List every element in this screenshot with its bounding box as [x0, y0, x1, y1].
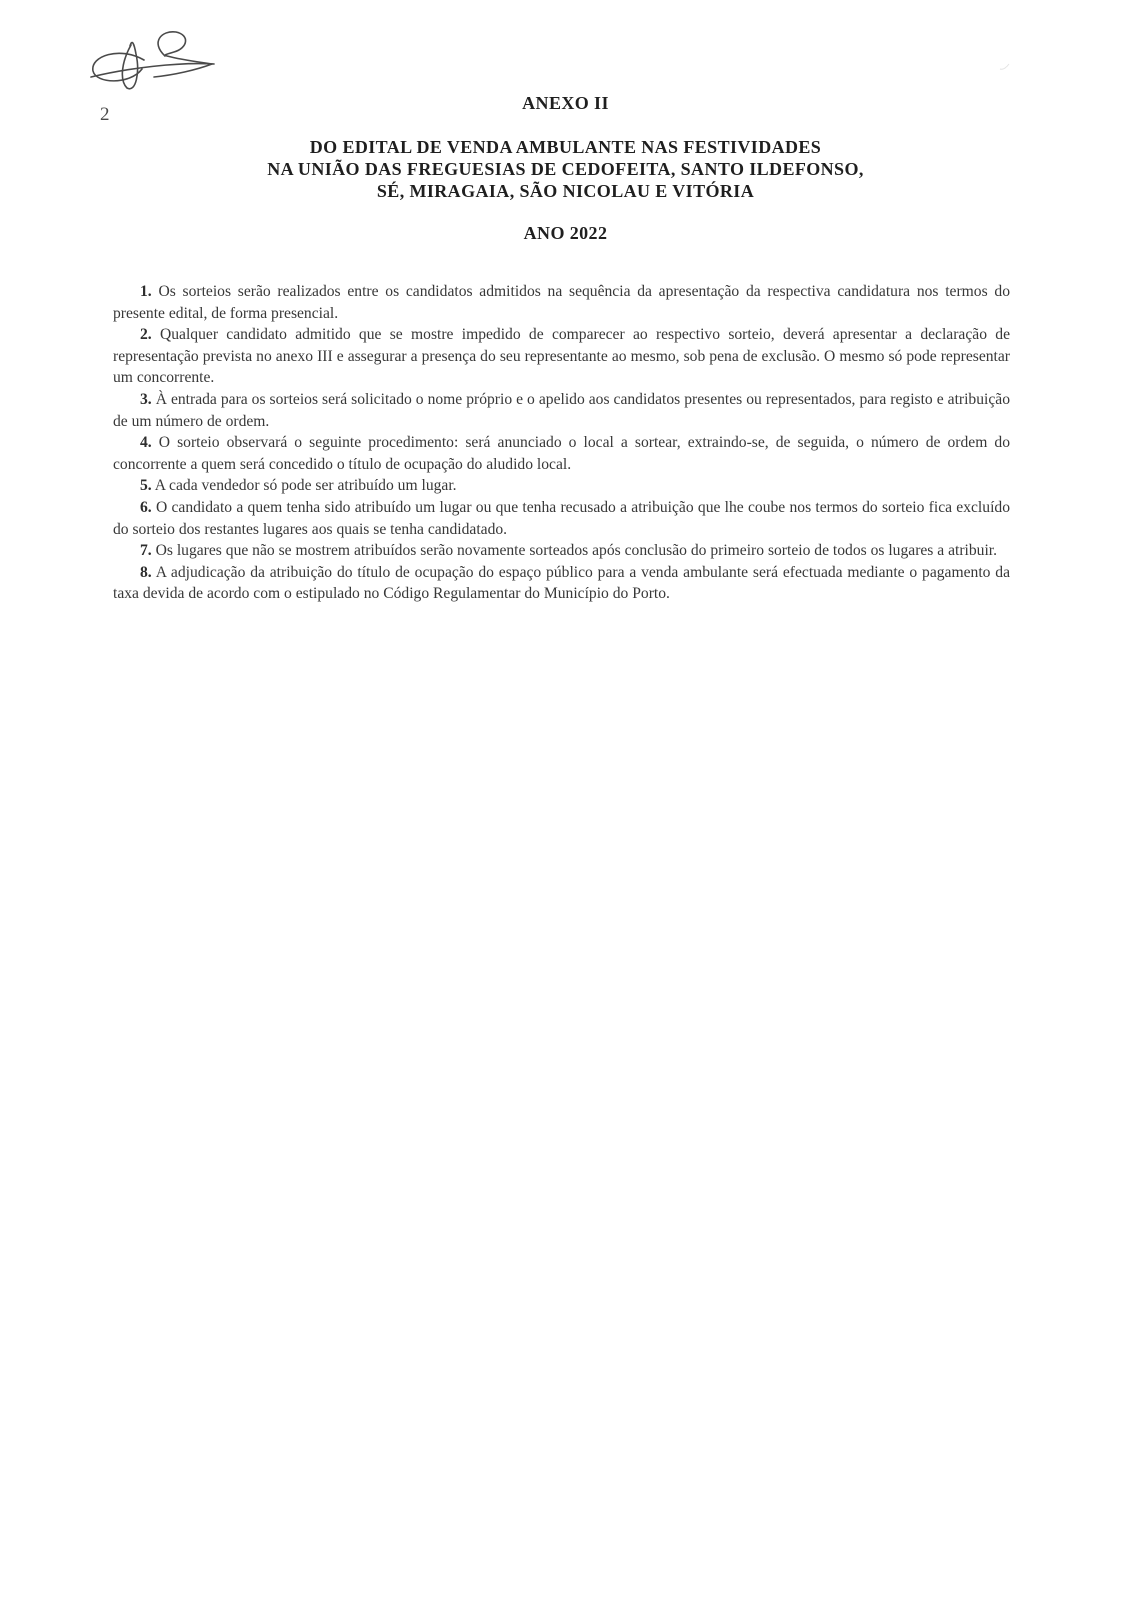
paragraph-8	[113, 562, 1010, 605]
paragraph-5-number: 5.	[140, 477, 152, 495]
paragraph-1	[113, 281, 1010, 324]
paragraph-8-number: 8.	[140, 563, 152, 581]
paragraph-4-text: O sorteio observará o seguinte procedimento: será anunciado o local a sortear, extraindo-se, de seguida, o número de ordem do concorrente a quem será concedido o título de ocupação do aludido local.	[113, 434, 1010, 473]
paragraph-1-number: 1.	[140, 283, 152, 300]
paragraph-7-number: 7.	[140, 542, 152, 560]
annex-title: ANEXO II	[522, 93, 609, 113]
paragraph-7	[113, 540, 1010, 562]
title-line-1: DO EDITAL DE VENDA AMBULANTE NAS FESTIVIDADES	[309, 137, 822, 157]
paragraph-2-number: 2.	[140, 326, 152, 344]
page-number: 2	[100, 104, 110, 125]
paragraph-3-text: À entrada para os sorteios será solicitado o nome próprio e o apelido aos candidatos presentes ou representados, para registo e atribuição de um número de ordem.	[113, 390, 1010, 430]
paragraph-4-number: 4.	[140, 434, 152, 452]
paragraph-5-text: A cada vendedor só pode ser atribuído um lugar.	[154, 477, 457, 495]
paragraph-4	[113, 432, 1010, 475]
paragraph-5	[113, 475, 1010, 497]
paragraph-3-number: 3.	[140, 390, 152, 408]
paragraph-6-text: O candidato a quem tenha sido atribuído um lugar ou que tenha recusado a atribuição que lhe coube nos termos do sorteio fica excluído do sorteio dos restantes lugares aos quais se tenha candidatado.	[113, 498, 1010, 538]
paragraph-7-text: Os lugares que não se mostrem atribuídos serão novamente sorteados após conclusão do primeiro sorteio de todos os lugares a atribuir.	[155, 542, 998, 560]
paragraph-2	[113, 324, 1010, 389]
paragraph-2-text: Qualquer candidato admitido que se mostre impedido de comparecer ao respectivo sorteio, deverá apresentar a declaração de representação prevista no anexo III e assegurar a presença do seu representante ao mesmo, sob pena de exclusão. O mesmo só pode representar um concorrente.	[113, 326, 1010, 387]
paragraph-8-text: A adjudicação da atribuição do título de ocupação do espaço público para a venda ambulante será efectuada mediante o pagamento da taxa devida de acordo com o estipulado no Código Regulamentar do Município do Porto.	[113, 563, 1010, 603]
year-label: ANO 2022	[523, 223, 608, 243]
title-line-2: NA UNIÃO DAS FREGUESIAS DE CEDOFEITA, SANTO ILDEFONSO,	[267, 159, 864, 179]
document-heading	[0, 93, 1131, 244]
paragraph-1-text: Os sorteios serão realizados entre os candidatos admitidos na sequência da apresentação da respectiva candidatura nos termos do presente edital, de forma presencial.	[113, 283, 1010, 322]
paragraph-6-number: 6.	[140, 498, 152, 516]
title-line-3: SÉ, MIRAGAIA, SÃO NICOLAU E VITÓRIA	[376, 181, 755, 201]
paragraph-3	[113, 389, 1010, 432]
document-body	[113, 281, 1010, 605]
document-title	[0, 136, 1131, 202]
scan-smudge-artifact	[998, 62, 1012, 72]
paragraph-6	[113, 497, 1010, 540]
